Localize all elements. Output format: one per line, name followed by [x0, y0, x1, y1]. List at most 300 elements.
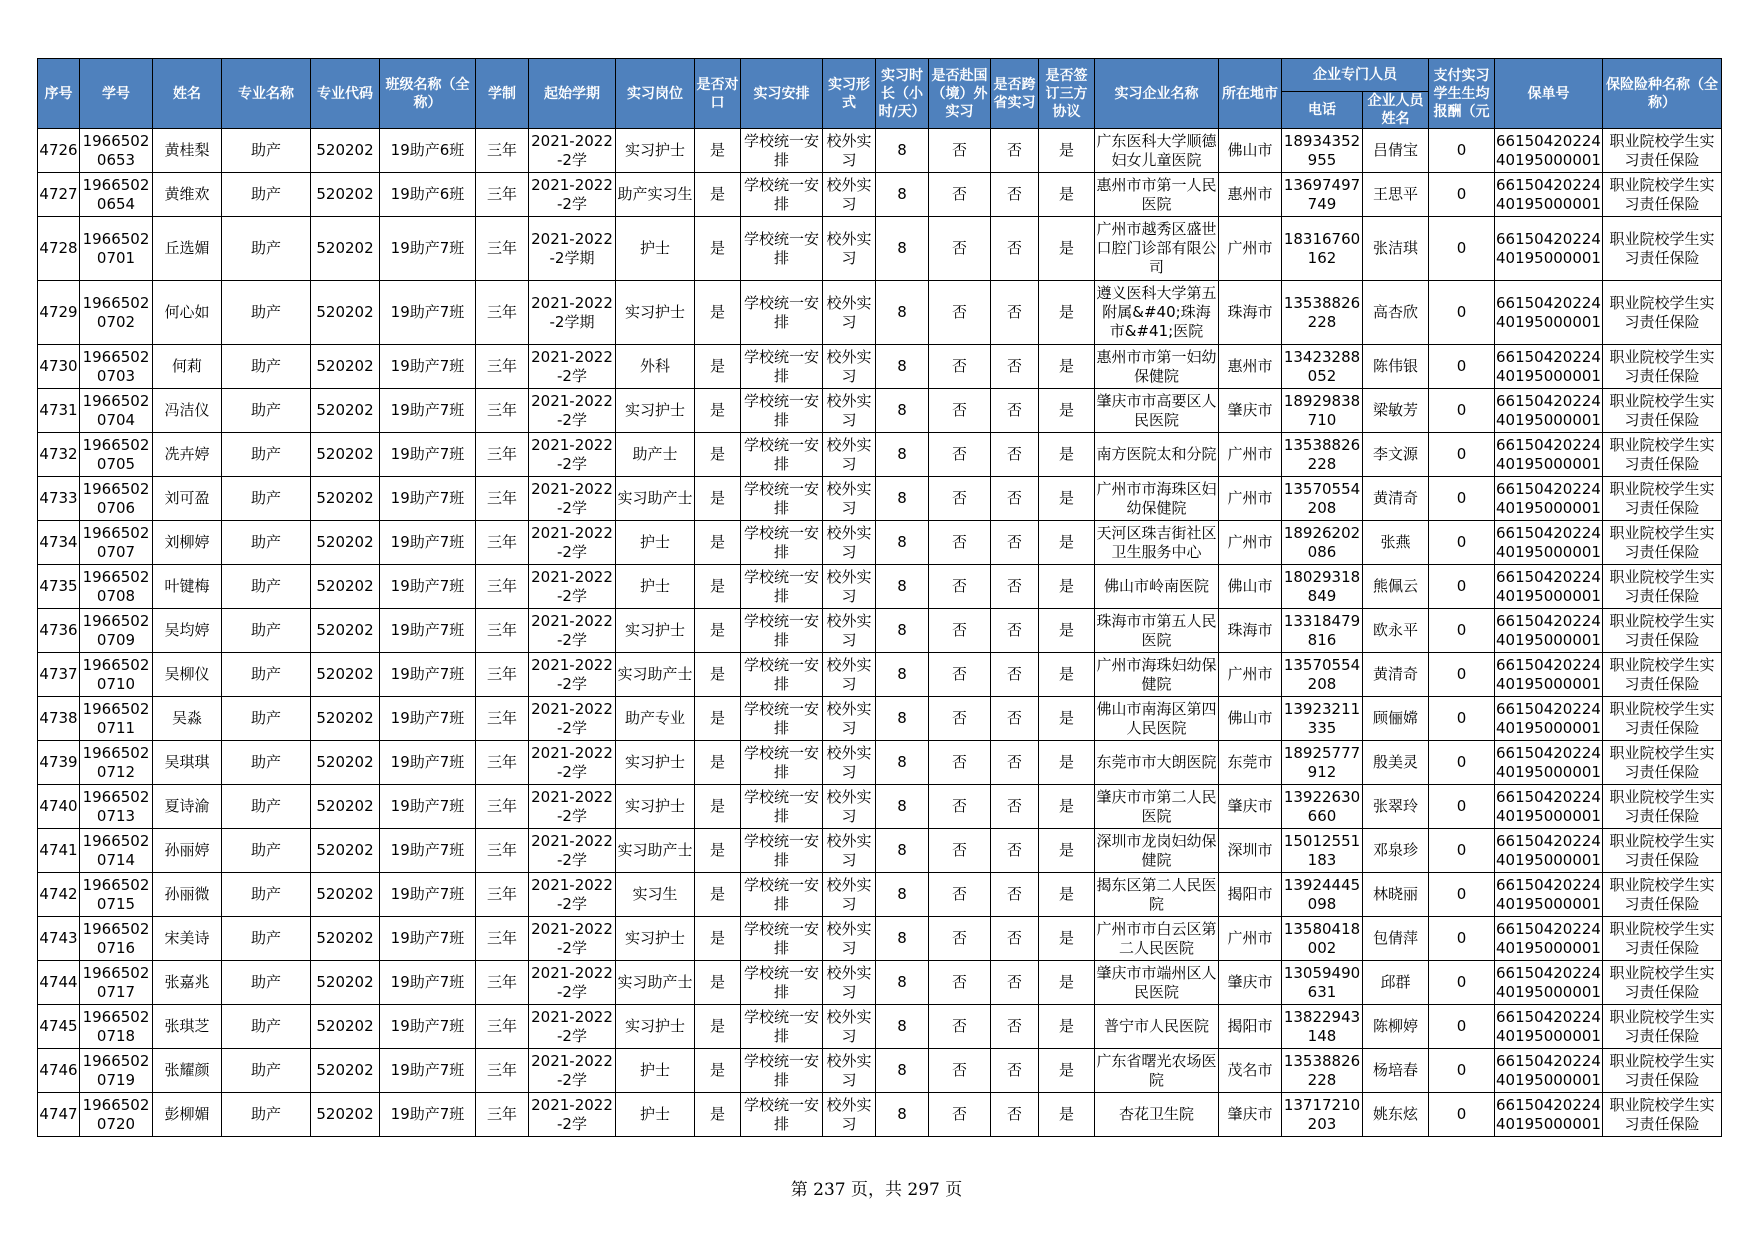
header-form: 实习形式 — [823, 59, 876, 129]
cell-term: 2021-2022-2学 — [529, 609, 616, 653]
cell-form: 校外实习 — [823, 609, 876, 653]
cell-major: 助产 — [222, 1005, 311, 1049]
cell-matched: 是 — [695, 741, 741, 785]
cell-arrange: 学校统一安排 — [741, 741, 823, 785]
cell-city: 佛山市 — [1219, 129, 1282, 173]
cell-arrange: 学校统一安排 — [741, 345, 823, 389]
cell-policy: 6615042022440195000001 — [1495, 433, 1603, 477]
cell-pay: 0 — [1429, 697, 1495, 741]
cell-agreement: 是 — [1039, 1049, 1095, 1093]
cell-pay: 0 — [1429, 653, 1495, 697]
cell-insurance: 职业院校学生实习责任保险 — [1603, 609, 1722, 653]
cell-cross-province: 否 — [991, 1049, 1039, 1093]
cell-duration: 三年 — [476, 345, 529, 389]
cell-city: 肇庆市 — [1219, 389, 1282, 433]
cell-phone: 13318479816 — [1282, 609, 1363, 653]
cell-seq: 4737 — [38, 653, 80, 697]
cell-city: 深圳市 — [1219, 829, 1282, 873]
cell-term: 2021-2022-2学 — [529, 565, 616, 609]
header-agreement: 是否签订三方协议 — [1039, 59, 1095, 129]
cell-insurance: 职业院校学生实习责任保险 — [1603, 961, 1722, 1005]
cell-agreement: 是 — [1039, 477, 1095, 521]
cell-insurance: 职业院校学生实习责任保险 — [1603, 1049, 1722, 1093]
cell-class: 19助产7班 — [380, 961, 476, 1005]
cell-major: 助产 — [222, 961, 311, 1005]
cell-abroad: 否 — [929, 697, 991, 741]
cell-duration: 三年 — [476, 433, 529, 477]
cell-city: 茂名市 — [1219, 1049, 1282, 1093]
cell-post: 实习护士 — [616, 281, 695, 345]
cell-phone: 18029318849 — [1282, 565, 1363, 609]
cell-contact-name: 张洁琪 — [1363, 217, 1429, 281]
cell-city: 广州市 — [1219, 433, 1282, 477]
cell-arrange: 学校统一安排 — [741, 521, 823, 565]
cell-agreement: 是 — [1039, 345, 1095, 389]
header-contact-name: 企业人员姓名 — [1363, 92, 1429, 129]
cell-matched: 是 — [695, 873, 741, 917]
cell-phone: 15012551183 — [1282, 829, 1363, 873]
cell-company: 肇庆市市端州区人民医院 — [1095, 961, 1219, 1005]
cell-insurance: 职业院校学生实习责任保险 — [1603, 217, 1722, 281]
table-row — [38, 1049, 1722, 1093]
cell-company: 惠州市市第一人民医院 — [1095, 173, 1219, 217]
cell-agreement: 是 — [1039, 961, 1095, 1005]
cell-contact-name: 姚东炫 — [1363, 1093, 1429, 1137]
cell-contact-name: 梁敏芳 — [1363, 389, 1429, 433]
cell-phone: 18926202086 — [1282, 521, 1363, 565]
cell-post: 护士 — [616, 1049, 695, 1093]
cell-city: 惠州市 — [1219, 173, 1282, 217]
cell-abroad: 否 — [929, 785, 991, 829]
cell-abroad: 否 — [929, 917, 991, 961]
cell-city: 广州市 — [1219, 217, 1282, 281]
cell-student-id: 19665020704 — [80, 389, 153, 433]
cell-company: 惠州市市第一妇幼保健院 — [1095, 345, 1219, 389]
cell-hours: 8 — [876, 697, 929, 741]
cell-abroad: 否 — [929, 961, 991, 1005]
cell-insurance: 职业院校学生实习责任保险 — [1603, 741, 1722, 785]
cell-policy: 6615042022440195000001 — [1495, 281, 1603, 345]
header-company: 实习企业名称 — [1095, 59, 1219, 129]
cell-hours: 8 — [876, 129, 929, 173]
cell-form: 校外实习 — [823, 1005, 876, 1049]
cell-major: 助产 — [222, 1093, 311, 1137]
cell-post: 实习生 — [616, 873, 695, 917]
cell-duration: 三年 — [476, 829, 529, 873]
cell-form: 校外实习 — [823, 829, 876, 873]
cell-major-code: 520202 — [311, 609, 380, 653]
cell-seq: 4735 — [38, 565, 80, 609]
cell-name: 张嘉兆 — [153, 961, 222, 1005]
cell-arrange: 学校统一安排 — [741, 217, 823, 281]
header-matched: 是否对口 — [695, 59, 741, 129]
cell-abroad: 否 — [929, 477, 991, 521]
cell-phone: 13570554208 — [1282, 653, 1363, 697]
table-row — [38, 653, 1722, 697]
cell-class: 19助产7班 — [380, 1005, 476, 1049]
cell-arrange: 学校统一安排 — [741, 653, 823, 697]
cell-major-code: 520202 — [311, 1093, 380, 1137]
cell-duration: 三年 — [476, 129, 529, 173]
cell-company: 广东医科大学顺德妇女儿童医院 — [1095, 129, 1219, 173]
cell-agreement: 是 — [1039, 1005, 1095, 1049]
cell-contact-name: 熊佩云 — [1363, 565, 1429, 609]
cell-company: 珠海市市第五人民医院 — [1095, 609, 1219, 653]
cell-agreement: 是 — [1039, 217, 1095, 281]
cell-name: 吴淼 — [153, 697, 222, 741]
cell-class: 19助产7班 — [380, 917, 476, 961]
cell-phone: 13538826228 — [1282, 1049, 1363, 1093]
cell-term: 2021-2022-2学 — [529, 173, 616, 217]
cell-pay: 0 — [1429, 873, 1495, 917]
cell-class: 19助产7班 — [380, 609, 476, 653]
cell-major: 助产 — [222, 477, 311, 521]
table-row — [38, 433, 1722, 477]
cell-form: 校外实习 — [823, 217, 876, 281]
cell-duration: 三年 — [476, 521, 529, 565]
cell-company: 佛山市南海区第四人民医院 — [1095, 697, 1219, 741]
cell-arrange: 学校统一安排 — [741, 173, 823, 217]
cell-name: 夏诗渝 — [153, 785, 222, 829]
cell-major-code: 520202 — [311, 961, 380, 1005]
cell-phone: 13923211335 — [1282, 697, 1363, 741]
cell-agreement: 是 — [1039, 741, 1095, 785]
cell-insurance: 职业院校学生实习责任保险 — [1603, 917, 1722, 961]
cell-city: 佛山市 — [1219, 565, 1282, 609]
cell-major: 助产 — [222, 173, 311, 217]
cell-pay: 0 — [1429, 961, 1495, 1005]
cell-major-code: 520202 — [311, 345, 380, 389]
header-phone: 电话 — [1282, 92, 1363, 129]
cell-hours: 8 — [876, 389, 929, 433]
cell-cross-province: 否 — [991, 873, 1039, 917]
cell-matched: 是 — [695, 173, 741, 217]
cell-post: 助产专业 — [616, 697, 695, 741]
cell-matched: 是 — [695, 653, 741, 697]
cell-class: 19助产7班 — [380, 697, 476, 741]
cell-company: 遵义医科大学第五附属&#40;珠海市&#41;医院 — [1095, 281, 1219, 345]
cell-phone: 13570554208 — [1282, 477, 1363, 521]
cell-form: 校外实习 — [823, 917, 876, 961]
header-term: 起始学期 — [529, 59, 616, 129]
cell-agreement: 是 — [1039, 829, 1095, 873]
cell-term: 2021-2022-2学 — [529, 389, 616, 433]
cell-major-code: 520202 — [311, 217, 380, 281]
cell-term: 2021-2022-2学 — [529, 829, 616, 873]
cell-arrange: 学校统一安排 — [741, 961, 823, 1005]
cell-major: 助产 — [222, 521, 311, 565]
cell-policy: 6615042022440195000001 — [1495, 1049, 1603, 1093]
cell-term: 2021-2022-2学 — [529, 917, 616, 961]
cell-seq: 4742 — [38, 873, 80, 917]
header-name: 姓名 — [153, 59, 222, 129]
cell-phone: 18929838710 — [1282, 389, 1363, 433]
cell-major-code: 520202 — [311, 281, 380, 345]
cell-city: 广州市 — [1219, 653, 1282, 697]
cell-name: 何莉 — [153, 345, 222, 389]
cell-seq: 4729 — [38, 281, 80, 345]
cell-hours: 8 — [876, 653, 929, 697]
cell-insurance: 职业院校学生实习责任保险 — [1603, 1005, 1722, 1049]
cell-arrange: 学校统一安排 — [741, 873, 823, 917]
header-seq: 序号 — [38, 59, 80, 129]
header-post: 实习岗位 — [616, 59, 695, 129]
cell-phone: 13697497749 — [1282, 173, 1363, 217]
cell-company: 佛山市岭南医院 — [1095, 565, 1219, 609]
cell-phone: 13924445098 — [1282, 873, 1363, 917]
cell-company: 普宁市人民医院 — [1095, 1005, 1219, 1049]
cell-major: 助产 — [222, 653, 311, 697]
table-row — [38, 389, 1722, 433]
cell-student-id: 19665020709 — [80, 609, 153, 653]
cell-hours: 8 — [876, 565, 929, 609]
cell-phone: 18934352955 — [1282, 129, 1363, 173]
cell-insurance: 职业院校学生实习责任保险 — [1603, 1093, 1722, 1137]
cell-seq: 4732 — [38, 433, 80, 477]
cell-matched: 是 — [695, 433, 741, 477]
cell-contact-name: 张燕 — [1363, 521, 1429, 565]
cell-post: 实习助产士 — [616, 477, 695, 521]
cell-city: 广州市 — [1219, 521, 1282, 565]
table-row — [38, 129, 1722, 173]
cell-seq: 4733 — [38, 477, 80, 521]
cell-pay: 0 — [1429, 345, 1495, 389]
cell-abroad: 否 — [929, 433, 991, 477]
page-footer: 第 237 页，共 297 页 — [790, 1180, 963, 1200]
cell-contact-name: 邱群 — [1363, 961, 1429, 1005]
cell-city: 肇庆市 — [1219, 1093, 1282, 1137]
cell-term: 2021-2022-2学 — [529, 785, 616, 829]
cell-form: 校外实习 — [823, 653, 876, 697]
cell-form: 校外实习 — [823, 565, 876, 609]
cell-contact-name: 陈柳婷 — [1363, 1005, 1429, 1049]
cell-seq: 4743 — [38, 917, 80, 961]
cell-insurance: 职业院校学生实习责任保险 — [1603, 281, 1722, 345]
cell-form: 校外实习 — [823, 697, 876, 741]
cell-student-id: 19665020714 — [80, 829, 153, 873]
cell-city: 肇庆市 — [1219, 961, 1282, 1005]
cell-cross-province: 否 — [991, 129, 1039, 173]
cell-hours: 8 — [876, 433, 929, 477]
cell-contact-name: 杨培春 — [1363, 1049, 1429, 1093]
cell-abroad: 否 — [929, 281, 991, 345]
cell-policy: 6615042022440195000001 — [1495, 1005, 1603, 1049]
cell-form: 校外实习 — [823, 477, 876, 521]
cell-name: 孙丽微 — [153, 873, 222, 917]
header-major-code: 专业代码 — [311, 59, 380, 129]
cell-cross-province: 否 — [991, 477, 1039, 521]
cell-hours: 8 — [876, 173, 929, 217]
cell-matched: 是 — [695, 1093, 741, 1137]
cell-city: 揭阳市 — [1219, 1005, 1282, 1049]
cell-cross-province: 否 — [991, 521, 1039, 565]
cell-name: 吴均婷 — [153, 609, 222, 653]
header-contact-group: 企业专门人员 — [1282, 59, 1429, 92]
cell-major: 助产 — [222, 829, 311, 873]
cell-seq: 4731 — [38, 389, 80, 433]
cell-hours: 8 — [876, 961, 929, 1005]
cell-abroad: 否 — [929, 609, 991, 653]
cell-insurance: 职业院校学生实习责任保险 — [1603, 129, 1722, 173]
cell-class: 19助产7班 — [380, 477, 476, 521]
cell-form: 校外实习 — [823, 741, 876, 785]
cell-cross-province: 否 — [991, 1005, 1039, 1049]
cell-matched: 是 — [695, 1049, 741, 1093]
cell-contact-name: 邓泉珍 — [1363, 829, 1429, 873]
cell-company: 深圳市龙岗妇幼保健院 — [1095, 829, 1219, 873]
header-policy: 保单号 — [1495, 59, 1603, 129]
table-row — [38, 281, 1722, 345]
cell-arrange: 学校统一安排 — [741, 281, 823, 345]
internship-table — [37, 58, 1722, 1137]
cell-policy: 6615042022440195000001 — [1495, 389, 1603, 433]
cell-term: 2021-2022-2学期 — [529, 281, 616, 345]
cell-seq: 4745 — [38, 1005, 80, 1049]
cell-cross-province: 否 — [991, 281, 1039, 345]
cell-phone: 13538826228 — [1282, 281, 1363, 345]
cell-cross-province: 否 — [991, 653, 1039, 697]
cell-post: 实习护士 — [616, 917, 695, 961]
cell-duration: 三年 — [476, 741, 529, 785]
cell-policy: 6615042022440195000001 — [1495, 741, 1603, 785]
cell-contact-name: 欧永平 — [1363, 609, 1429, 653]
cell-seq: 4739 — [38, 741, 80, 785]
cell-abroad: 否 — [929, 565, 991, 609]
cell-matched: 是 — [695, 697, 741, 741]
table-row — [38, 345, 1722, 389]
cell-major-code: 520202 — [311, 173, 380, 217]
cell-company: 天河区珠吉街社区卫生服务中心 — [1095, 521, 1219, 565]
cell-seq: 4741 — [38, 829, 80, 873]
cell-post: 助产士 — [616, 433, 695, 477]
cell-arrange: 学校统一安排 — [741, 1049, 823, 1093]
cell-major: 助产 — [222, 389, 311, 433]
cell-agreement: 是 — [1039, 173, 1095, 217]
cell-pay: 0 — [1429, 1005, 1495, 1049]
cell-name: 冯洁仪 — [153, 389, 222, 433]
cell-agreement: 是 — [1039, 697, 1095, 741]
cell-major-code: 520202 — [311, 433, 380, 477]
cell-major: 助产 — [222, 917, 311, 961]
table-row — [38, 741, 1722, 785]
cell-class: 19助产7班 — [380, 389, 476, 433]
cell-duration: 三年 — [476, 217, 529, 281]
cell-hours: 8 — [876, 345, 929, 389]
cell-name: 张琪芝 — [153, 1005, 222, 1049]
cell-duration: 三年 — [476, 281, 529, 345]
cell-cross-province: 否 — [991, 609, 1039, 653]
table-row — [38, 521, 1722, 565]
cell-phone: 13059490631 — [1282, 961, 1363, 1005]
cell-abroad: 否 — [929, 741, 991, 785]
cell-post: 护士 — [616, 1093, 695, 1137]
cell-major-code: 520202 — [311, 1005, 380, 1049]
cell-class: 19助产7班 — [380, 1049, 476, 1093]
cell-company: 东莞市市大朗医院 — [1095, 741, 1219, 785]
cell-student-id: 19665020719 — [80, 1049, 153, 1093]
cell-abroad: 否 — [929, 873, 991, 917]
table-row — [38, 697, 1722, 741]
cell-term: 2021-2022-2学 — [529, 1093, 616, 1137]
cell-duration: 三年 — [476, 477, 529, 521]
cell-contact-name: 林晓丽 — [1363, 873, 1429, 917]
cell-form: 校外实习 — [823, 173, 876, 217]
cell-company: 广州市海珠妇幼保健院 — [1095, 653, 1219, 697]
cell-agreement: 是 — [1039, 521, 1095, 565]
cell-company: 揭东区第二人民医院 — [1095, 873, 1219, 917]
cell-major-code: 520202 — [311, 1049, 380, 1093]
cell-contact-name: 陈伟银 — [1363, 345, 1429, 389]
header-hours: 实习时长（小时/天） — [876, 59, 929, 129]
cell-insurance: 职业院校学生实习责任保险 — [1603, 653, 1722, 697]
cell-cross-province: 否 — [991, 829, 1039, 873]
cell-name: 黄桂梨 — [153, 129, 222, 173]
table-row — [38, 1093, 1722, 1137]
cell-city: 佛山市 — [1219, 697, 1282, 741]
cell-pay: 0 — [1429, 129, 1495, 173]
cell-form: 校外实习 — [823, 433, 876, 477]
cell-duration: 三年 — [476, 1093, 529, 1137]
cell-phone: 13922630660 — [1282, 785, 1363, 829]
cell-matched: 是 — [695, 609, 741, 653]
cell-pay: 0 — [1429, 1049, 1495, 1093]
cell-policy: 6615042022440195000001 — [1495, 873, 1603, 917]
cell-pay: 0 — [1429, 281, 1495, 345]
cell-company: 广州市市海珠区妇幼保健院 — [1095, 477, 1219, 521]
cell-major: 助产 — [222, 565, 311, 609]
cell-class: 19助产7班 — [380, 1093, 476, 1137]
cell-insurance: 职业院校学生实习责任保险 — [1603, 829, 1722, 873]
table-row — [38, 477, 1722, 521]
cell-arrange: 学校统一安排 — [741, 389, 823, 433]
cell-post: 实习助产士 — [616, 829, 695, 873]
cell-hours: 8 — [876, 829, 929, 873]
table-row — [38, 873, 1722, 917]
cell-term: 2021-2022-2学 — [529, 1005, 616, 1049]
cell-policy: 6615042022440195000001 — [1495, 609, 1603, 653]
cell-term: 2021-2022-2学 — [529, 129, 616, 173]
cell-cross-province: 否 — [991, 173, 1039, 217]
cell-abroad: 否 — [929, 389, 991, 433]
cell-student-id: 19665020717 — [80, 961, 153, 1005]
cell-term: 2021-2022-2学 — [529, 521, 616, 565]
cell-student-id: 19665020715 — [80, 873, 153, 917]
cell-insurance: 职业院校学生实习责任保险 — [1603, 521, 1722, 565]
cell-pay: 0 — [1429, 565, 1495, 609]
cell-class: 19助产7班 — [380, 741, 476, 785]
cell-arrange: 学校统一安排 — [741, 917, 823, 961]
cell-pay: 0 — [1429, 829, 1495, 873]
cell-post: 实习护士 — [616, 1005, 695, 1049]
cell-duration: 三年 — [476, 961, 529, 1005]
cell-major: 助产 — [222, 785, 311, 829]
cell-class: 19助产7班 — [380, 217, 476, 281]
cell-insurance: 职业院校学生实习责任保险 — [1603, 785, 1722, 829]
cell-hours: 8 — [876, 1005, 929, 1049]
cell-cross-province: 否 — [991, 917, 1039, 961]
cell-arrange: 学校统一安排 — [741, 697, 823, 741]
cell-post: 护士 — [616, 217, 695, 281]
cell-class: 19助产7班 — [380, 565, 476, 609]
cell-term: 2021-2022-2学 — [529, 873, 616, 917]
cell-matched: 是 — [695, 785, 741, 829]
cell-class: 19助产7班 — [380, 521, 476, 565]
cell-post: 实习护士 — [616, 609, 695, 653]
cell-policy: 6615042022440195000001 — [1495, 173, 1603, 217]
cell-name: 孙丽婷 — [153, 829, 222, 873]
cell-company: 肇庆市市第二人民医院 — [1095, 785, 1219, 829]
cell-city: 广州市 — [1219, 477, 1282, 521]
